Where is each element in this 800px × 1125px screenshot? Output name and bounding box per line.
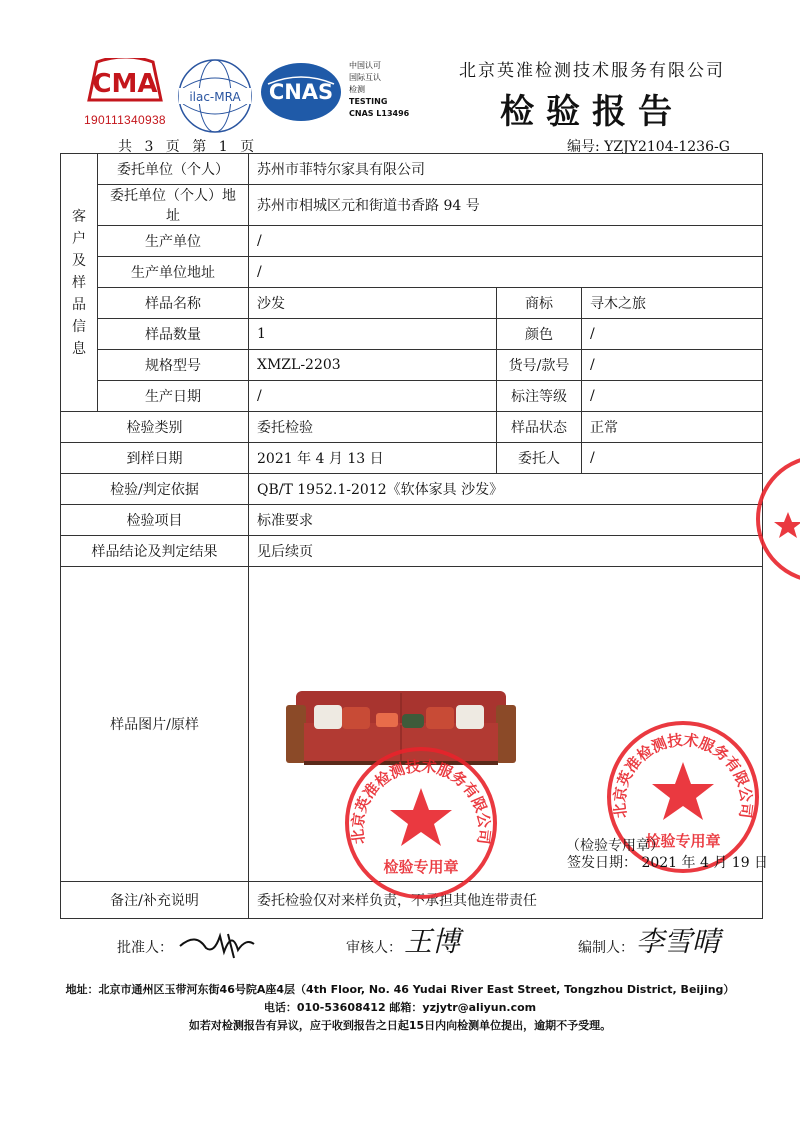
sample-state-label: 样品状态: [497, 412, 582, 443]
producer-address-label: 生产单位地址: [98, 257, 249, 288]
table-row: [61, 505, 763, 536]
producer-value: /: [249, 226, 763, 257]
trademark-label: 商标: [497, 288, 582, 319]
grade-label: 标注等级: [497, 381, 582, 412]
approver-signature: [176, 924, 258, 960]
table-row: [61, 474, 763, 505]
table-row: [61, 319, 763, 350]
reviewer-label: 审核人：: [346, 940, 402, 956]
table-row: [61, 412, 763, 443]
color-value: /: [582, 319, 763, 350]
footer-contact: 电话：010-53608412 邮箱：yzjytr@aliyun.com: [263, 1001, 537, 1014]
sample-qty-value: 1: [249, 319, 497, 350]
sample-state-value: 正常: [582, 412, 763, 443]
test-type-value: 委托检验: [249, 412, 497, 443]
test-items-value: 标准要求: [249, 505, 763, 536]
prod-date-value: /: [249, 381, 497, 412]
report-title: 检验报告: [500, 92, 684, 132]
footer-notice: 如若对检测报告有异议，应于收到报告之日起15日内向检测单位提出，逾期不予受理。: [188, 1019, 612, 1032]
sample-qty-label: 样品数量: [98, 319, 249, 350]
table-row: [61, 257, 763, 288]
stamp-bottom-text: 检验专用章: [383, 858, 459, 876]
client-address-value: 苏州市相城区元和街道书香路 94 号: [249, 185, 763, 226]
footer-address: 地址：北京市通州区玉带河东街46号院A座4层（4th Floor, No. 46 Yudai River East Street, Tongzhou District, Beijing）: [65, 983, 735, 996]
entruster-label: 委托人: [497, 443, 582, 474]
table-row: [61, 154, 763, 185]
sample-photo-label: 样品图片/原样: [61, 567, 249, 882]
test-items-label: 检验项目: [61, 505, 249, 536]
client-label: 委托单位（个人）: [98, 154, 249, 185]
cnas-line-5: CNAS L13496: [349, 109, 410, 118]
section-char: 样: [72, 274, 86, 291]
prod-date-label: 生产日期: [98, 381, 249, 412]
section-char: 及: [72, 252, 86, 269]
cnas-line-1: 中国认可: [349, 61, 381, 70]
basis-label: 检验/判定依据: [61, 474, 249, 505]
svg-text:ilac-MRA: ilac-MRA: [189, 90, 241, 104]
cma-number: 190111340938: [84, 113, 166, 127]
table-row: [61, 350, 763, 381]
seal-note: （检验专用章）: [566, 838, 664, 854]
svg-text:CMA: CMA: [92, 69, 158, 99]
sample-name-value: 沙发: [249, 288, 497, 319]
conclusion-label: 样品结论及判定结果: [61, 536, 249, 567]
basis-value: QB/T 1952.1-2012《软体家具 沙发》: [249, 474, 763, 505]
issue-date: 签发日期： 2021 年 4 月 19 日: [567, 855, 769, 871]
table-row: [61, 226, 763, 257]
section-char: 息: [72, 340, 86, 357]
table-row: [61, 536, 763, 567]
stamp-arc-text: 北京英准检测技术服务有限公司: [348, 756, 494, 846]
table-row: [61, 381, 763, 412]
table-row: [61, 443, 763, 474]
stamp-bottom-text: 检验专用章: [645, 832, 721, 850]
arrival-date-label: 到样日期: [61, 443, 249, 474]
entruster-value: /: [582, 443, 763, 474]
edge-seal-stamp: [748, 452, 800, 586]
item-no-value: /: [582, 350, 763, 381]
reviewer-signature: 王博: [404, 925, 461, 958]
remark-label: 备注/补充说明: [61, 882, 249, 919]
color-label: 颜色: [497, 319, 582, 350]
client-value: 苏州市菲特尔家具有限公司: [249, 154, 763, 185]
cnas-line-2: 国际互认: [349, 73, 381, 82]
remark-value: 委托检验仅对来样负责，不承担其他连带责任: [249, 882, 763, 919]
approver-label: 批准人：: [117, 940, 173, 956]
editor-label: 编制人：: [578, 940, 634, 956]
section-char: 户: [72, 230, 86, 247]
model-label: 规格型号: [98, 350, 249, 381]
ilac-mra-logo: [177, 58, 253, 134]
editor-signature: 李雪晴: [636, 925, 721, 958]
cnas-logo: [260, 62, 342, 122]
client-address-label: 委托单位（个人）地址: [98, 185, 249, 226]
cnas-line-3: 检测: [349, 85, 365, 94]
section-char: 品: [72, 296, 86, 313]
stamp-arc-text: 北京英准检测技术服务有限公司: [610, 730, 756, 820]
section-char: 信: [72, 318, 86, 335]
item-no-label: 货号/款号: [497, 350, 582, 381]
cnas-accreditation-text: [349, 60, 409, 120]
test-type-label: 检验类别: [61, 412, 249, 443]
sample-name-label: 样品名称: [98, 288, 249, 319]
cnas-line-4: TESTING: [349, 97, 388, 106]
section-char: 客: [72, 208, 86, 225]
producer-label: 生产单位: [98, 226, 249, 257]
page-count: 共 3 页 第 1 页: [118, 139, 255, 155]
svg-text:CNAS: CNAS: [268, 80, 334, 104]
arrival-date-value: 2021 年 4 月 13 日: [249, 443, 497, 474]
producer-address-value: /: [249, 257, 763, 288]
section-label-client-sample: [61, 154, 98, 412]
grade-value: /: [582, 381, 763, 412]
model-value: XMZL-2203: [249, 350, 497, 381]
conclusion-value: 见后续页: [249, 536, 763, 567]
inspection-seal-stamp: [342, 744, 500, 902]
report-number: 编号: YZJY2104-1236-G: [567, 139, 730, 155]
cma-logo: [85, 58, 165, 104]
table-row: [61, 185, 763, 226]
organization-name: 北京英准检测技术服务有限公司: [459, 61, 725, 81]
table-row: [61, 288, 763, 319]
trademark-value: 寻木之旅: [582, 288, 763, 319]
